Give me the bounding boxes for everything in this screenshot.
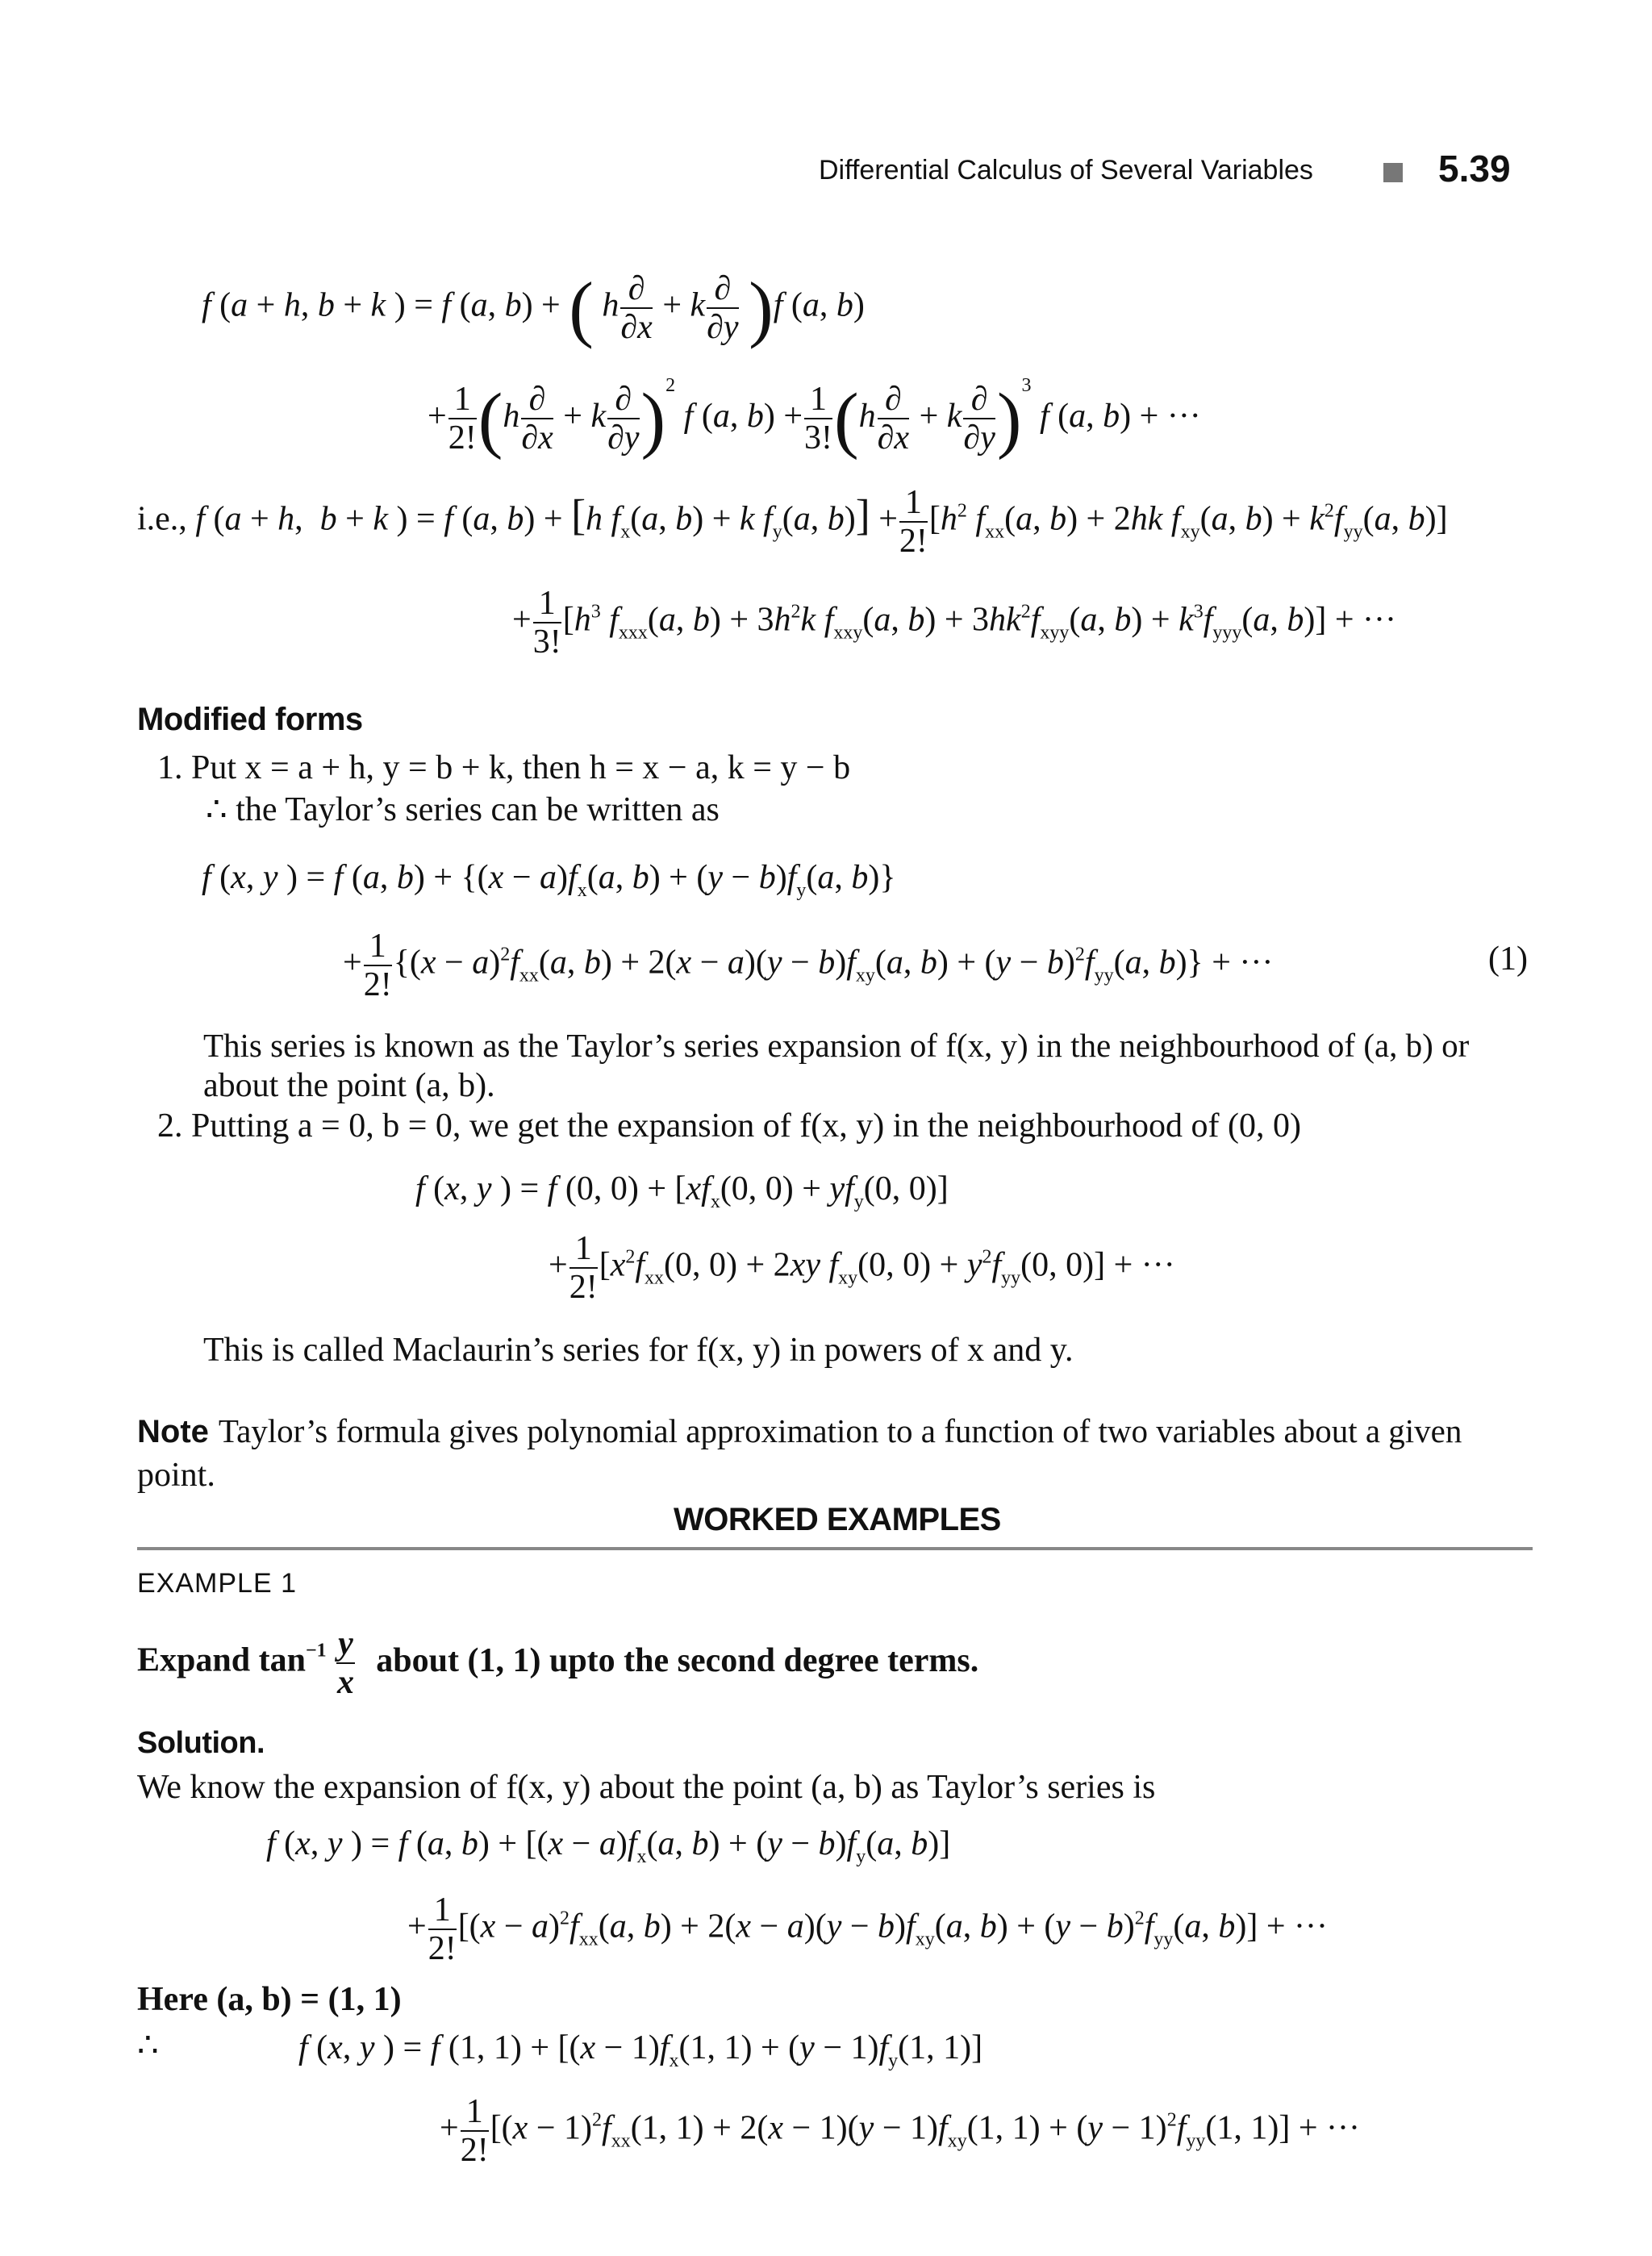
solution-label: Solution.: [137, 1726, 265, 1760]
example-label: EXAMPLE 1: [137, 1568, 297, 1599]
worked-examples-heading: WORKED EXAMPLES: [674, 1502, 1001, 1537]
equation-taylor-xy: f (x, y ) = f (a, $b) + \{(x - a)f_x(a$, $b) + (y - b)f_y(a$, b)}: [202, 859, 896, 901]
note-label: Note: [137, 1414, 209, 1449]
problem-denominator: x: [336, 1664, 354, 1701]
problem-prefix: Expand tan: [137, 1641, 306, 1679]
equation-solution-at-1-1: f (x, y ) = f (1, $1) + [(x - 1)f_x(1$, $1) + (y - 1)f_y(1$, 1)]: [298, 2029, 983, 2071]
note-text-line-2: point.: [137, 1457, 215, 1494]
equation-taylor-xy-second: + $\frac{1}{2!}$ {$(x - a)^2f_{xx}(a$, $b) + 2(x - a)(y - b)f_{xy}(a$, $b) + (y - b)^2f_{yy}(a$, b)} + ···: [343, 928, 1274, 1003]
equation-maclaurin-second: + $\frac{1}{2!}$ [$x^2f_{xx}(0$, 0) + 2xy $f_{xy}(0$, $0) + y^2f_{yy}(0$, 0)] + ···: [549, 1230, 1175, 1306]
problem-numerator: y: [338, 1625, 353, 1662]
note-text-line-1: Taylor’s formula gives polynomial approximation to a function of two variables about a given: [218, 1412, 1462, 1449]
equation-taylor-line-3: i.e., f (a + h, b + k ) = f (a, b) + [h $f_x(a$, b) + k $f_y(a$, b)] + $\frac{1}{2!}$ [$h^2$ $f_{xx}(a$, b) + 2hk $f_{xy}(a$, $b) + k^2f_{yy}(a$, b)]: [137, 484, 1448, 560]
here-line: Here (a, b) = (1, 1): [137, 1981, 402, 2018]
section-rule: [137, 1547, 1533, 1550]
equation-solution-taylor-second: + $\frac{1}{2!}$ [$(x - a)^2f_{xx}(a$, $b) + 2(x - a)(y - b)f_{xy}(a$, $b) + (y - b)^2f_{yy}(a$, b)] + ···: [407, 1891, 1329, 1967]
item-1-line-1: 1. Put x = a + h, y = b + k, then h = x − a, k = y − b: [157, 749, 851, 786]
equation-maclaurin: f (x, y ) = f (0, $0) + [xf_x(0$, $0) + yf_y(0$, 0)]: [415, 1170, 949, 1212]
problem-superscript: −1: [305, 1640, 327, 1662]
note-paragraph: [137, 1412, 1533, 1450]
header-square-icon: [1383, 163, 1403, 182]
running-header: [819, 148, 1529, 194]
item-1-line-2: ∴ the Taylor’s series can be written as: [206, 791, 720, 828]
equation-taylor-line-2: + $\frac{1}{2!}$ (h $\frac{\partial}{\partial x}$ + k $\frac{\partial}{\partial y}$ )$^2$ f (a, b) + $\frac{1}{3!}$ (h $\frac{\partial}{\partial x}$ + k $\frac{\partial}{\partial y}$ )$^3$ f (a, b) + ···: [428, 375, 1201, 461]
item-2-line-1: 2. Putting a = 0, b = 0, we get the expansion of f(x, y) in the neighbourhood of (0, 0): [157, 1107, 1301, 1145]
page-number: 5.39: [1438, 148, 1511, 190]
solution-line-1: We know the expansion of f(x, y) about the point (a, b) as Taylor’s series is: [137, 1769, 1156, 1806]
running-title: Differential Calculus of Several Variables: [819, 155, 1313, 186]
paragraph-maclaurin: This is called Maclaurin’s series for f(x, y) in powers of x and y.: [203, 1332, 1074, 1369]
equation-solution-taylor: f (x, y ) = f (a, $b) + [(x - a)f_x(a$, $b) + (y - b)f_y(a$, b)]: [266, 1825, 951, 1867]
paragraph-taylor-line-2: about the point (a, b).: [203, 1067, 495, 1104]
problem-fraction: [336, 1625, 355, 1701]
example-problem: [137, 1625, 978, 1701]
equation-taylor-line-4: + $\frac{1}{3!}$ [$h^3$ $f_{xxx}(a$, $b) + 3h^2k$ $f_{xxy}(a$, $b) + 3hk^2f_{xyy}(a$, $b) + k^3f_{yyy}(a$, b)] + ···: [512, 585, 1397, 661]
equation-solution-at-1-1-second: + $\frac{1}{2!}$ [$(x - 1)^2f_{xx}(1$, $1) + 2(x - 1)(y - 1)f_{xy}(1$, $1) + (y - 1)^2f_{yy}(1$, 1)] + ···: [440, 2093, 1360, 2169]
paragraph-taylor-line-1: This series is known as the Taylor’s series expansion of f(x, y) in the neighbourhood of (a, b) or: [203, 1027, 1470, 1064]
section-heading-modified-forms: Modified forms: [137, 702, 363, 737]
problem-suffix: about (1, 1) upto the second degree terms.: [376, 1641, 979, 1679]
equation-number: (1): [1488, 940, 1528, 978]
therefore-symbol: ∴: [137, 2027, 159, 2064]
equation-taylor-line-1: f (a + h, b + k ) = f (a, b) + ( h $\frac{\partial}{\partial x}$ + k $\frac{\partial}{\partial y}$ )f (a, b): [202, 267, 865, 349]
